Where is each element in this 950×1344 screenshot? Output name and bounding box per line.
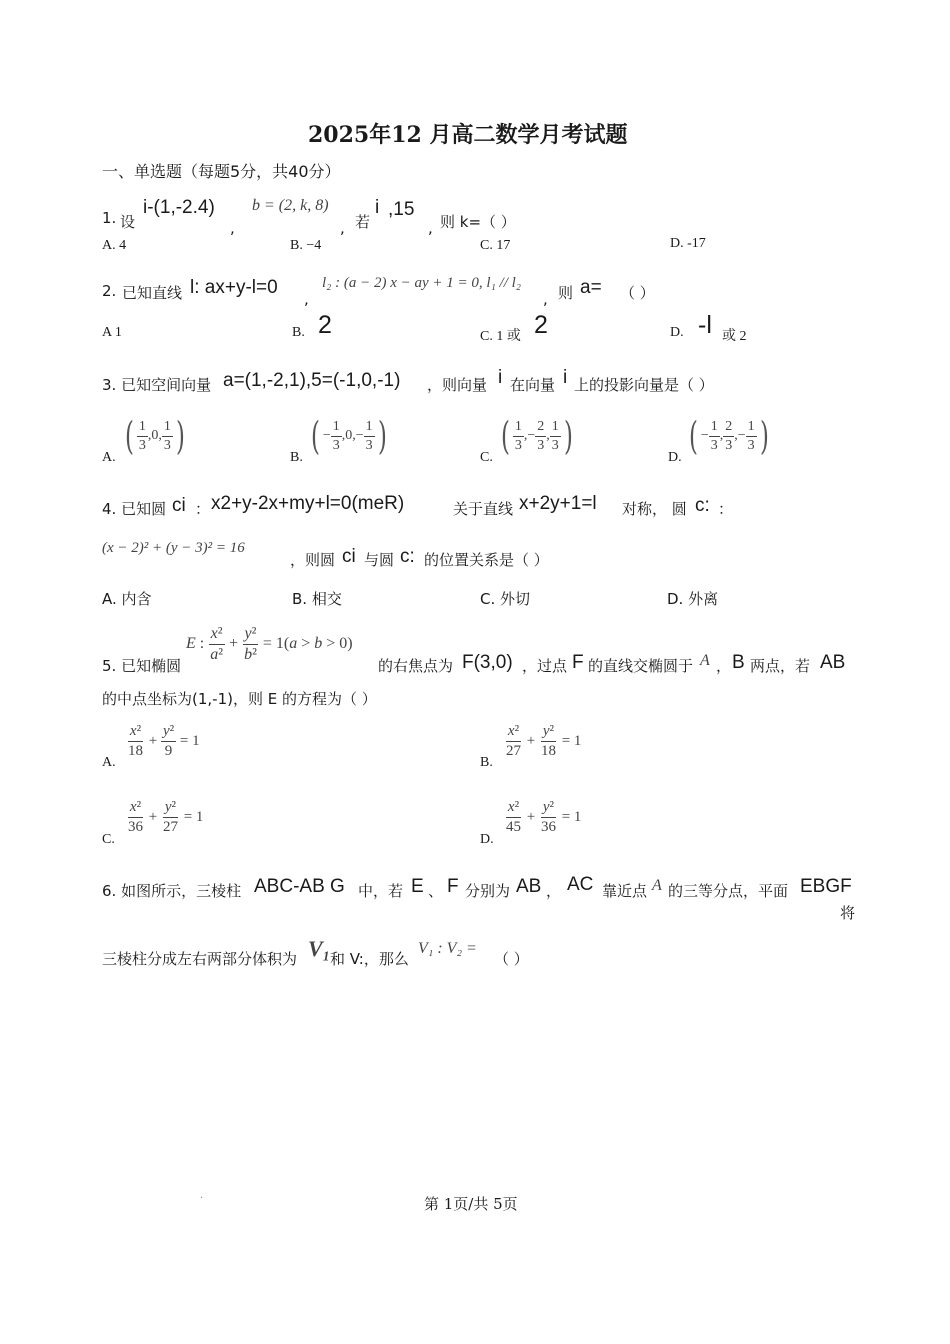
- q2-option-d-suffix: 或 2: [722, 329, 747, 344]
- q2-line-l1: l: ax+y-l=0: [190, 277, 278, 298]
- q3-option-a: ( $\frac{1}{3}$ ,0, $\frac{1}{3}$ ): [124, 414, 185, 458]
- q3-mid2: 在向量: [510, 376, 556, 394]
- section-heading: 一、单选题（每题5分，共40分）: [102, 162, 341, 181]
- q6-sep: 、: [428, 882, 444, 900]
- q2-option-b-label: B.: [292, 325, 305, 340]
- q6-and: 和 V:，那么: [330, 950, 409, 968]
- q5-point-b: B: [732, 652, 745, 673]
- q3-vectors: a=(1,-2,1),5=(-1,0,-1): [223, 370, 401, 391]
- q3-prefix: 3. 已知空间向量: [102, 376, 212, 394]
- q3-end: 上的投影向量是（ ）: [574, 376, 714, 394]
- q6-point-a: A: [652, 877, 662, 894]
- q4-c2: c:: [695, 495, 710, 516]
- q4-about-line: 关于直线: [453, 500, 514, 518]
- q6-prism: ABC-AB G: [254, 876, 345, 897]
- q3-option-c-label: C.: [480, 450, 493, 465]
- q6-will: 将: [840, 904, 856, 922]
- q6-v1: V₁: [308, 936, 331, 961]
- q1-comma-3: ,: [428, 219, 433, 237]
- q4-colon: ：: [195, 500, 211, 518]
- q4-option-d: D. 外离: [667, 590, 719, 608]
- q6-ratio: V₁ : V₂ =: [418, 940, 477, 957]
- q5-option-b-label: B.: [480, 755, 493, 770]
- q2-option-c-value: 2: [534, 311, 548, 339]
- footer-dot: .: [200, 1190, 204, 1201]
- q5-mid: 的右焦点为: [378, 657, 454, 675]
- q2-option-d-label: D.: [670, 325, 684, 340]
- q1-option-b: B. −4: [290, 238, 322, 253]
- q1-vector-b: b = (2, k, 8): [252, 197, 329, 214]
- q4-circle-eq: x2+y-2x+my+l=0(meR): [211, 493, 405, 514]
- q1-vector-a: i-(1,-2.4): [143, 197, 215, 218]
- q2-option-a: A 1: [102, 325, 122, 340]
- q4-q-prefix: ，则圆: [290, 551, 336, 569]
- q1-prefix: 设: [120, 213, 136, 231]
- q2-comma: ,: [304, 290, 309, 308]
- q4-option-b: B. 相交: [292, 590, 342, 608]
- q4-line: x+2y+1=l: [519, 493, 597, 514]
- q4-symmetric: 对称， 圆: [622, 500, 687, 518]
- q4-q-end: 的位置关系是（ ）: [424, 551, 549, 569]
- q4-q-mid: 与圆: [364, 551, 395, 569]
- q5-option-a-label: A.: [102, 755, 116, 770]
- q1-option-d: D. -17: [670, 236, 706, 251]
- q4-prefix: 4. 已知圆: [102, 500, 167, 518]
- q5-ab: AB: [820, 652, 846, 673]
- q1-comma: ,: [230, 219, 235, 237]
- page-title: 2025年12 月高二数学月考试题: [308, 122, 628, 148]
- q5-line2: 的中点坐标为(1,-1)，则 E 的方程为（ ）: [102, 690, 377, 708]
- page-footer: 第 1页/共 5页: [424, 1195, 518, 1213]
- q6-end: （ ）: [494, 950, 529, 968]
- q3-mid: ，则向量: [427, 376, 488, 394]
- q5-point-a: A: [700, 652, 710, 669]
- q2-ask-a: a=: [580, 277, 602, 298]
- q1-comma-2: ,: [340, 219, 345, 237]
- q5-option-a: $\frac{\text{x²}}{18}$ + $\frac{\text{y²}}{9}$ = 1: [128, 723, 200, 759]
- q5-option-d: $\frac{\text{x²}}{45}$ + $\frac{\text{y²}}{36}$ = 1: [506, 799, 582, 835]
- q6-near: 靠近点: [602, 882, 648, 900]
- q5-end: 两点，若: [750, 657, 811, 675]
- q1-cond-value: ,15: [388, 199, 415, 220]
- q6-point-f: F: [447, 876, 459, 897]
- q6-mid2: 分别为: [465, 882, 511, 900]
- q5-ellipse-eq: E : $\frac{\text{x²}}{\text{a²}}$ + $\frac{\text{y²}}{\text{b²}}$ = 1(a > b > 0): [186, 625, 353, 663]
- q2-paren: （ ）: [620, 284, 655, 302]
- q4-option-c: C. 外切: [480, 590, 531, 608]
- q3-i1: i: [498, 367, 503, 388]
- q6-mid: 中，若: [358, 882, 404, 900]
- q4-c1: ci: [172, 495, 186, 516]
- q4-circle2-eq: (x − 2)² + (y − 3)² = 16: [102, 540, 245, 556]
- q3-i2: i: [563, 367, 568, 388]
- q2-prefix: 已知直线: [122, 284, 183, 302]
- q3-option-c: ( $\frac{1}{3}$ ,− $\frac{2}{3}$ , $\frac{1}{3}$ ): [500, 414, 573, 458]
- q5-option-c-label: C.: [102, 832, 115, 847]
- q5-f2: F: [572, 652, 584, 673]
- q3-option-b: ( − $\frac{1}{3}$ ,0,− $\frac{1}{3}$ ): [310, 414, 387, 458]
- q6-comma: ，: [546, 882, 562, 900]
- q3-option-a-label: A.: [102, 450, 116, 465]
- q1-if: 若: [355, 213, 371, 231]
- q1-number: 1.: [102, 209, 117, 227]
- q1-option-a: A. 4: [102, 238, 127, 253]
- q2-option-d-value: -l: [698, 311, 712, 339]
- q1-question: 则 k=（ ）: [440, 213, 516, 231]
- q2-option-c-label: C. 1 或: [480, 329, 521, 344]
- q6-plane: EBGF: [800, 876, 852, 897]
- q5-prefix: 5. 已知椭圆: [102, 657, 182, 675]
- q2-option-b-value: 2: [318, 311, 332, 339]
- q6-ab: AB: [516, 876, 542, 897]
- q5-mid2: ，过点: [522, 657, 568, 675]
- q6-tri: 的三等分点，平面: [668, 882, 789, 900]
- q1-cond-i: i: [375, 197, 380, 218]
- q2-then: 则: [558, 284, 574, 302]
- q5-option-d-label: D.: [480, 832, 494, 847]
- q4-option-a: A. 内含: [102, 590, 152, 608]
- q6-prefix: 6. 如图所示，三棱柱: [102, 882, 242, 900]
- q4-c3: ci: [342, 546, 356, 567]
- q6-ac: AC: [567, 874, 594, 895]
- q3-option-b-label: B.: [290, 450, 303, 465]
- q4-c4: c:: [400, 546, 415, 567]
- q6-line2-prefix: 三棱柱分成左右两部分体积为: [102, 950, 298, 968]
- q5-mid4: ，: [716, 657, 732, 675]
- q3-option-d-label: D.: [668, 450, 682, 465]
- q2-number: 2.: [102, 282, 117, 300]
- q5-option-c: $\frac{\text{x²}}{36}$ + $\frac{\text{y²}}{27}$ = 1: [128, 799, 204, 835]
- q2-comma-2: ,: [543, 290, 548, 308]
- q5-mid3: 的直线交椭圆于: [588, 657, 694, 675]
- q6-point-e: E: [411, 876, 424, 897]
- q5-focus: F(3,0): [462, 652, 513, 673]
- q5-option-b: $\frac{\text{x²}}{27}$ + $\frac{\text{y²}}{18}$ = 1: [506, 723, 582, 759]
- q4-colon-2: ：: [718, 500, 734, 518]
- q1-option-c: C. 17: [480, 238, 511, 253]
- q2-line-l2: l₂ : (a − 2) x − ay + 1 = 0, l₁ // l₂: [322, 275, 522, 291]
- q3-option-d: ( − $\frac{1}{3}$ , $\frac{2}{3}$ ,− $\frac{1}{3}$ ): [688, 414, 769, 458]
